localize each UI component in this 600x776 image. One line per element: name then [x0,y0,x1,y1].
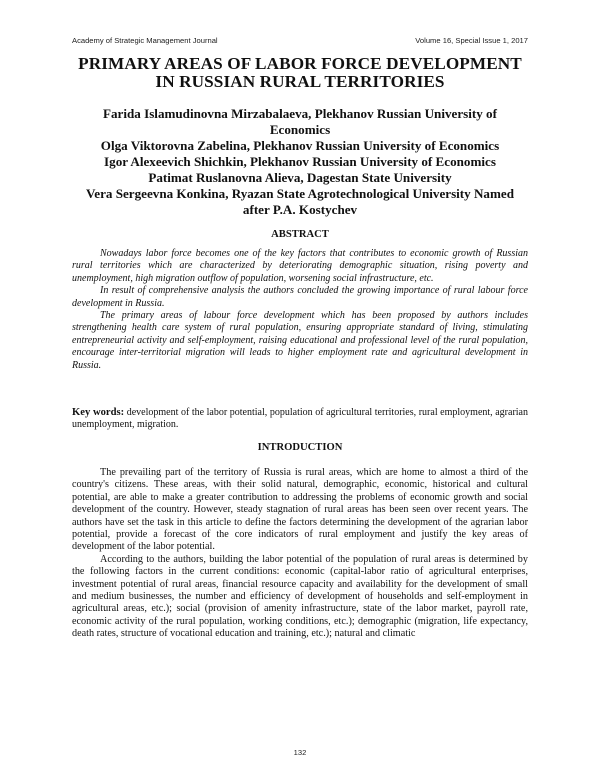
author-line: after P.A. Kostychev [242,202,358,217]
author-line: Igor Alexeevich Shichkin, Plekhanov Russian University of Economics [104,154,496,169]
abstract-paragraph: The primary areas of labour force development which has been proposed by authors includes strengthening health care system of rural population, ensuring appropriate standard of living, stimulating entrepreneurial activity and self-employment, raising educational and professional level of the rural population, encourage inter-territorial migration will leads to higher employment rate and agricultural development in Russia. [72,310,528,371]
paper-title [60,55,540,91]
author-line: Economics [269,122,331,137]
abstract-paragraph: Nowadays labor force becomes one of the key factors that contributes to economic growth of Russian rural territories which are characterized by deteriorating demographic situation, rising poverty and unemployment, high migration outflow of population, worsening social infrastructure, etc. [72,248,528,284]
abstract-heading: ABSTRACT [271,229,329,240]
keywords-label: Key words: [72,407,125,418]
author-list [60,106,540,218]
volume-info: Volume 16, Special Issue 1, 2017 [415,36,528,45]
abstract-body [72,248,528,372]
title-line: PRIMARY AREAS OF LABOR FORCE DEVELOPMENT [78,54,522,73]
keywords [72,407,528,431]
intro-paragraph: According to the authors, building the labor potential of the population of rural areas is determined by the following factors in the current conditions: economic (capital-labor ratio of agricultural enterprises, investment potential of rural areas, financial resource capacity and availability for the development of small and medium businesses, the number and efficiency of development of households and self-employment in agricultural areas, etc.); social (provision of amenity infrastructure, state of the labor market, payroll rate, economic activity of the rural population, working conditions, etc.); demographic (migration, life expectancy, death rates, structure of vocational education and training, etc.); natural and climatic [72,553,528,640]
author-line: Farida Islamudinovna Mirzabalaeva, Plekhanov Russian University of [103,106,497,121]
author-line: Vera Sergeevna Konkina, Ryazan State Agrotechnological University Named [86,186,514,201]
author-line: Patimat Ruslanovna Alieva, Dagestan State University [148,170,452,185]
journal-name: Academy of Strategic Management Journal [72,36,218,45]
introduction-body [72,467,528,641]
abstract-paragraph: In result of comprehensive analysis the authors concluded the growing importance of rural labour force development in Russia. [72,285,528,309]
keywords-text: development of the labor potential, population of agricultural territories, rural employment, agrarian unemployment, migration. [72,407,528,430]
page-number: 132 [293,748,307,757]
introduction-heading: INTRODUCTION [257,442,343,453]
author-line: Olga Viktorovna Zabelina, Plekhanov Russian University of Economics [100,138,500,153]
intro-paragraph: The prevailing part of the territory of Russia is rural areas, which are home to almost a third of the country's citizens. These areas, with their solid natural, demographic, economic, historical and cultural potential, are able to make a greater contribution to addressing the problems of economic growth and social development of the country. However, steady stagnation of rural areas has been seen over recent years. The authors have set the task in this article to define the factors determining the development of the agrarian labor potential, provide a forecast of the core indicators of rural employment and justify the key areas of development of the labor potential. [72,467,528,553]
title-line: IN RUSSIAN RURAL TERRITORIES [155,72,445,91]
